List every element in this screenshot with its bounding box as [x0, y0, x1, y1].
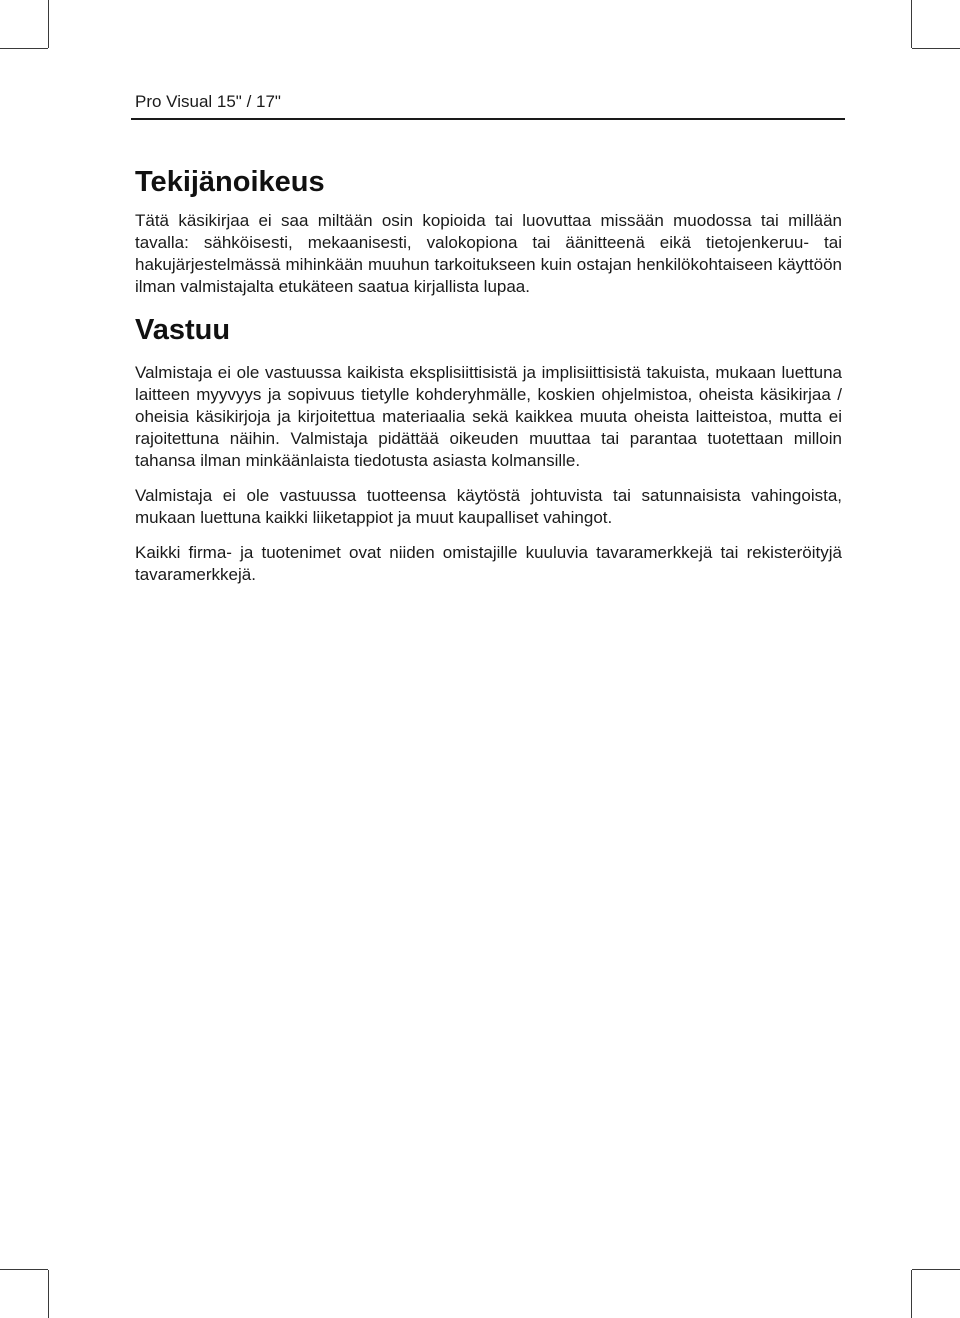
liability-section — [135, 310, 842, 586]
liability-paragraph-1: Valmistaja ei ole vastuussa kaikista eksplisiittisistä ja implisiittisistä takuista, mukaan luettuna laitteen myyvyys ja sopivuus tietylle kohderyhmälle, koskien ohjelmistoa, oheista käsikirjaa / oheisia käsikirjoja ja kirjoitettua materiaalia sekä kaikkea muuta oheista laitteistoa, mutta ei rajoitettuna näihin. Valmistaja pidättää oikeuden muuttaa tai parantaa tuotettaan milloin tahansa ilman minkäänlaista tiedotusta asiasta kolmansille. — [135, 363, 842, 470]
copyright-section — [135, 160, 842, 298]
crop-mark-top-left-horizontal — [0, 48, 48, 49]
header-rule — [131, 118, 845, 120]
trademark-paragraph: Kaikki firma- ja tuotenimet ovat niiden omistajille kuuluvia tavaramerkkejä tai rekisteröityjä tavaramerkkejä. — [135, 543, 842, 584]
running-header: Pro Visual 15" / 17" — [135, 92, 281, 111]
crop-mark-bottom-left-vertical — [48, 1270, 49, 1318]
crop-mark-top-right-horizontal — [912, 48, 960, 49]
crop-mark-bottom-left-horizontal — [0, 1269, 48, 1270]
copyright-heading: Tekijänoikeus — [135, 166, 325, 198]
page-content — [135, 160, 842, 586]
liability-paragraph-2: Valmistaja ei ole vastuussa tuotteensa käytöstä johtuvista tai satunnaisista vahingoista, mukaan luettuna kaikki liiketappiot ja muut kaupalliset vahingot. — [135, 486, 842, 527]
crop-mark-top-left-vertical — [48, 0, 49, 48]
crop-mark-bottom-right-vertical — [911, 1270, 912, 1318]
copyright-paragraph: Tätä käsikirjaa ei saa miltään osin kopioida tai luovuttaa missään muodossa tai millään tavalla: sähköisesti, mekaanisesti, valokopiona tai äänitteenä eikä tietojenkeruu- tai hakujärjestelmässä mihinkään muuhun tarkoitukseen kuin ostajan henkilökohtaiseen käyttöön ilman valmistajalta etukäteen saatua kirjallista lupaa. — [135, 211, 842, 296]
crop-mark-bottom-right-horizontal — [912, 1269, 960, 1270]
liability-heading: Vastuu — [135, 314, 231, 346]
crop-mark-top-right-vertical — [911, 0, 912, 48]
